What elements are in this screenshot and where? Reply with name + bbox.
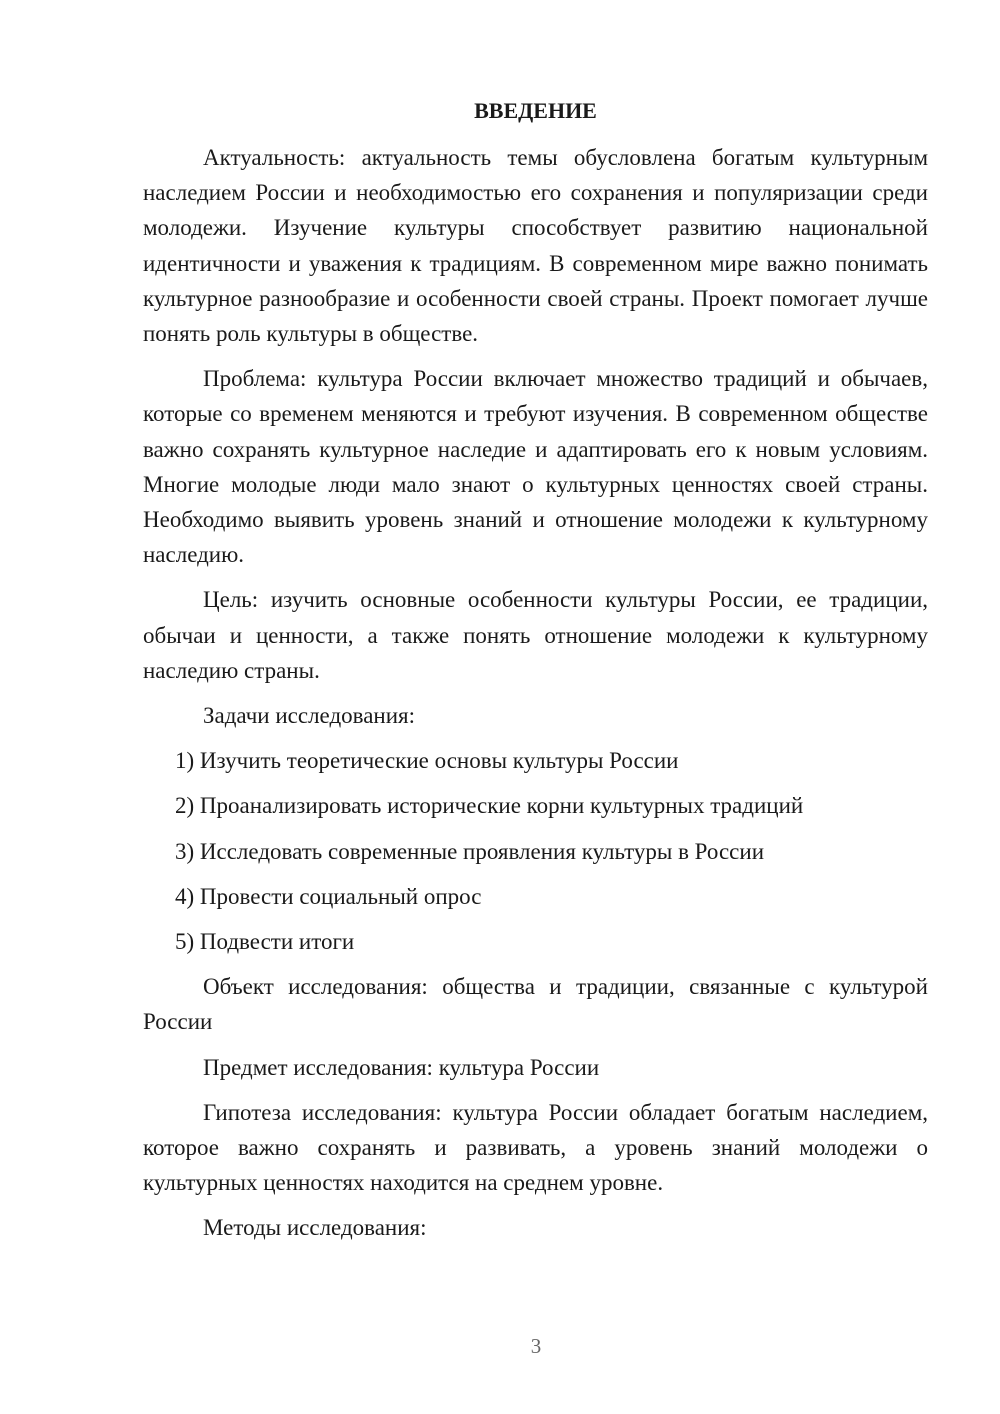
section-title: ВВЕДЕНИЕ (474, 98, 597, 123)
page-number: 3 (530, 1334, 542, 1358)
task-item: 2) Проанализировать исторические корни культурных традиций (175, 793, 804, 819)
methods-heading: Методы исследования: (203, 1215, 427, 1241)
relevance-paragraph: Актуальность: актуальность темы обусловлена богатым культурным наследием России и необходимостью его сохранения и популяризации среди молодежи. Изучение культуры способствует развитию национальной идентичности и уважения к традициям. В современном мире важно понимать культурное разнообразие и особенности своей страны. Проект помогает лучше понять роль культуры в обществе. (143, 145, 928, 347)
task-item: 4) Провести социальный опрос (175, 883, 482, 909)
hypothesis-paragraph: Гипотеза исследования: культура России обладает богатым наследием, которое важно сохранять и развивать, а уровень знаний молодежи о культурных ценностях находится на среднем уровне. (143, 1099, 928, 1196)
problem-paragraph: Проблема: культура России включает множество традиций и обычаев, которые со временем меняются и требуют изучения. В современном обществе важно сохранять культурное наследие и адаптировать его к новым условиям. Многие молодые люди мало знают о культурных ценностях своей страны. Необходимо выявить уровень знаний и отношение молодежи к культурному наследию. (143, 366, 928, 568)
task-item: 3) Исследовать современные проявления культуры в России (175, 838, 765, 864)
task-item: 5) Подвести итоги (175, 929, 355, 954)
tasks-heading: Задачи исследования: (203, 703, 416, 729)
object-paragraph: Объект исследования: общества и традиции, связанные с культурой России (143, 974, 928, 1035)
subject-paragraph: Предмет исследования: культура России (203, 1054, 600, 1080)
page-content (143, 96, 928, 1246)
task-item: 1) Изучить теоретические основы культуры России (175, 748, 679, 774)
goal-paragraph: Цель: изучить основные особенности культуры России, ее традиции, обычаи и ценности, а также понять отношение молодежи к культурному наследию страны. (143, 587, 928, 683)
